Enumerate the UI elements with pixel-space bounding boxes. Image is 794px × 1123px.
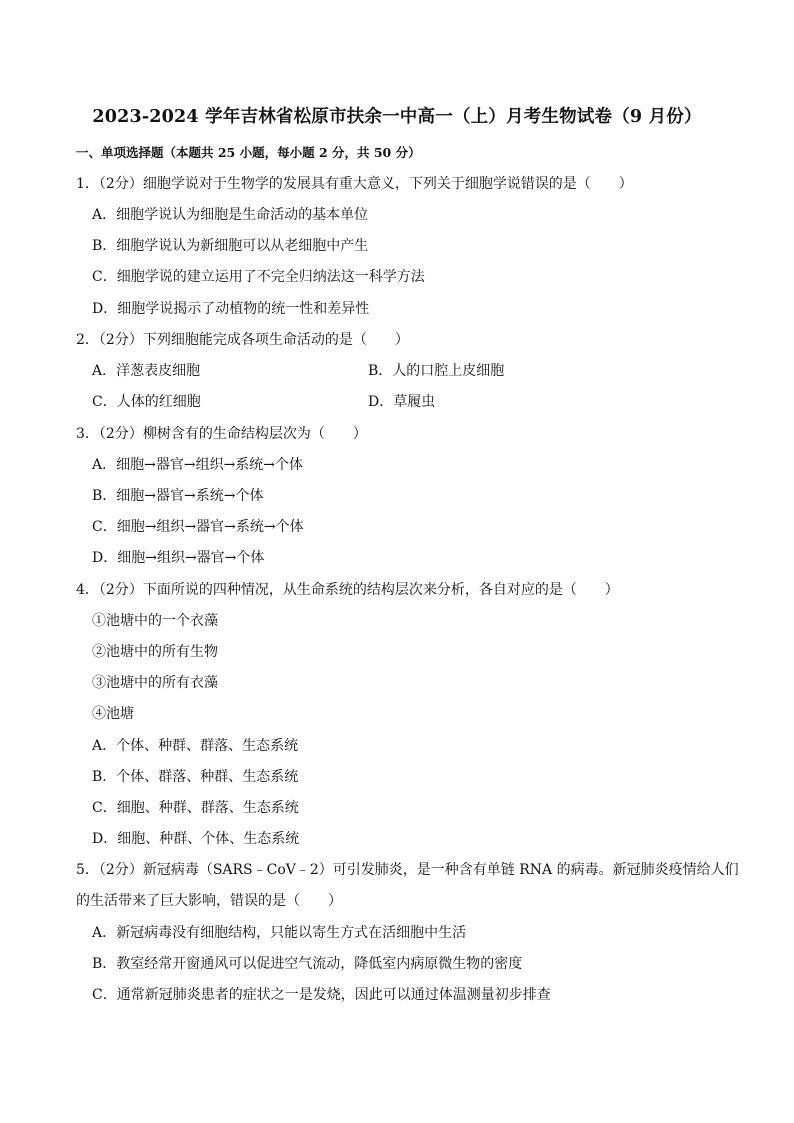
question-4-stem: 4．（2分）下面所说的四种情况，从生命系统的结构层次来分析，各自对应的是（ ） — [76, 582, 619, 598]
question-1-option-c: C．细胞学说的建立运用了不完全归纳法这一科学方法 — [92, 269, 425, 285]
question-4-item-1: ①池塘中的一个衣藻 — [92, 613, 218, 629]
question-3-stem: 3．（2分）柳树含有的生命结构层次为（ ） — [76, 426, 367, 442]
page-title: 2023-2024 学年吉林省松原市扶余一中高一（上）月考生物试卷（9 月份） — [92, 107, 702, 127]
question-2-option-a: A．洋葱表皮细胞 — [92, 363, 201, 379]
question-5-stem-line-1: 5．（2分）新冠病毒（SARS﹣CoV﹣2）可引发肺炎，是一种含有单链 RNA 的病毒。新冠肺炎疫情给人们 — [76, 862, 739, 878]
question-2-option-c: C．人体的红细胞 — [92, 394, 201, 410]
question-4-option-a: A．个体、种群、群落、生态系统 — [92, 738, 299, 754]
question-3-option-d: D．细胞→组织→器官→个体 — [92, 550, 265, 566]
question-5-option-b: B．教室经常开窗通风可以促进空气流动，降低室内病原微生物的密度 — [92, 956, 523, 972]
question-4-option-b: B．个体、群落、种群、生态系统 — [92, 769, 299, 785]
question-5-option-a: A．新冠病毒没有细胞结构，只能以寄生方式在活细胞中生活 — [92, 925, 467, 941]
question-4-option-c: C．细胞、种群、群落、生态系统 — [92, 800, 299, 816]
question-3-option-b: B．细胞→器官→系统→个体 — [92, 488, 264, 504]
question-1-option-d: D．细胞学说揭示了动植物的统一性和差异性 — [92, 301, 370, 317]
question-3-option-c: C．细胞→组织→器官→系统→个体 — [92, 519, 304, 535]
question-2-option-b: B．人的口腔上皮细胞 — [368, 363, 505, 379]
question-4-item-3: ③池塘中的所有衣藻 — [92, 675, 218, 691]
question-5-option-c: C．通常新冠肺炎患者的症状之一是发烧，因此可以通过体温测量初步排查 — [92, 987, 551, 1003]
question-4-option-d: D．细胞、种群、个体、生态系统 — [92, 831, 300, 847]
question-1-option-b: B．细胞学说认为新细胞可以从老细胞中产生 — [92, 238, 369, 254]
question-1-stem: 1．（2分）细胞学说对于生物学的发展具有重大意义，下列关于细胞学说错误的是（ ） — [76, 176, 633, 192]
question-5-stem-line-2: 的生活带来了巨大影响，错误的是（ ） — [76, 893, 342, 909]
question-2-stem: 2．（2分）下列细胞能完成各项生命活动的是（ ） — [76, 332, 409, 348]
question-3-option-a: A．细胞→器官→组织→系统→个体 — [92, 457, 304, 473]
question-4-item-2: ②池塘中的所有生物 — [92, 644, 218, 660]
section-heading: 一、单项选择题（本题共 25 小题，每小题 2 分，共 50 分） — [76, 145, 421, 160]
question-2-option-d: D．草履虫 — [368, 394, 436, 410]
question-4-item-4: ④池塘 — [92, 706, 134, 722]
question-1-option-a: A．细胞学说认为细胞是生命活动的基本单位 — [92, 207, 369, 223]
